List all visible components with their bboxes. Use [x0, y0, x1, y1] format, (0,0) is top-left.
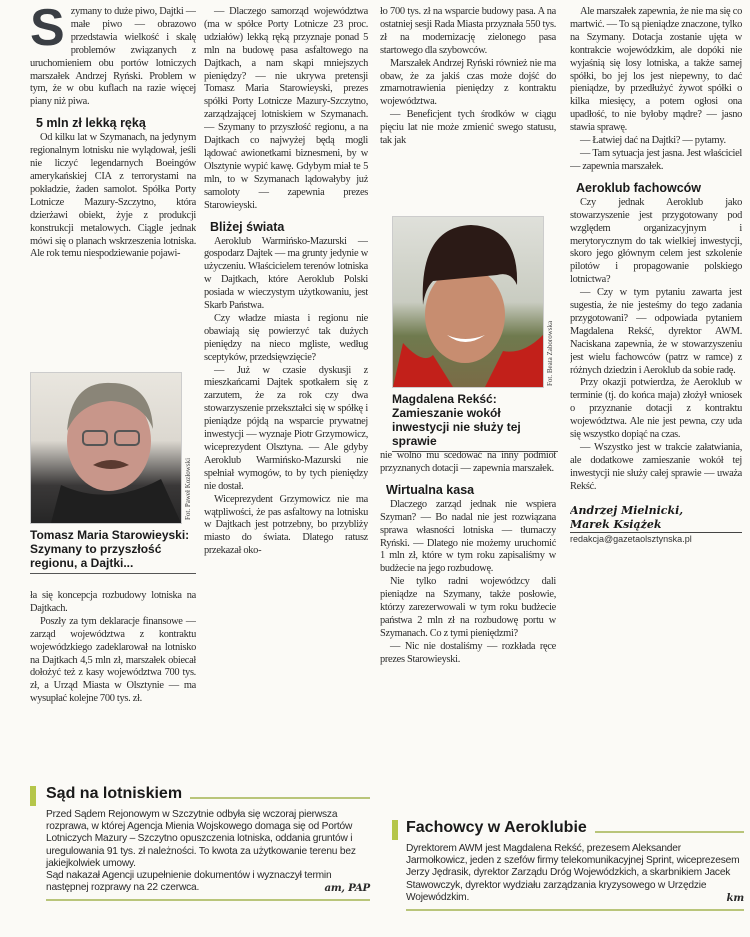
title-rule — [595, 831, 744, 833]
photo-credit: Fot. Paweł Kozłowski — [184, 457, 192, 520]
paragraph: Czy jednak Aeroklub jako stowarzyszenie jest przygotowany pod względem organizacyjnym i merytorycznym do tak wielkiej inwestycji, skoro jego głównym celem jest szkolenie pilotów i propagowanie polskiego lotnictwa? — [570, 196, 742, 286]
paragraph: — Beneficjent tych środków w ciągu pięciu lat nie może zmienić swego statusu, tak jak — [380, 109, 556, 147]
paragraph: Od kilku lat w Szymanach, na jedynym regionalnym lotnisku nie wylądował, jeśli nie liczyć legendarnych Boeingów amerykańskiej CIA z terrorystami na pokładzie, żaden samolot. Spółka Porty Lotnicze Mazury-Szczytno, która dzierżawi obiekt, żyje z produkcji konstrukcji metalowych. Ciągle jednak mówi się o planach wskrzeszenia lotniska. Ale rok temu niespodziewanie pojawi- — [30, 132, 196, 260]
article-lead — [30, 6, 196, 109]
author-name: Marek Książek — [570, 517, 662, 531]
subheading-aeroklub-fachowcow: Aeroklub fachowców — [576, 180, 702, 195]
column-4 — [570, 6, 742, 812]
box-title — [406, 818, 744, 838]
paragraph: nie wolno mu scedować na inny podmiot przyznanych dotacji — zapewnia marszałek. — [380, 450, 556, 474]
paragraph: Przy okazji potwierdza, że Aeroklub w terminie (tj. do końca maja) złożył wniosek o przyznanie dotacji z kontraktu województwa. Ale nie jest pewna, czy uda się wszystko dopiąć na czas. — [570, 377, 742, 441]
paragraph: Aeroklub Warmińsko-Mazurski — gospodarz Dajtek — ma grunty jedynie w użyczeniu. Właścicielem terenów lotniska w Dajtkach, które Aeroklub Polski posiada w wieczystym użytkowaniu, jest Skarb Państwa. — [204, 235, 368, 312]
box-bottom-rule — [406, 909, 744, 911]
box-accent-bar — [392, 820, 398, 840]
box-accent-bar — [30, 786, 36, 806]
paragraph: Marszałek Andrzej Ryński również nie ma obaw, że za jakiś czas może dojść do zmarnotrawienia pieniędzy z kontraktu województwa. — [380, 57, 556, 108]
paragraph: — Nic nie dostaliśmy — rozkłada ręce prezes Starowieyski. — [380, 640, 556, 665]
sidebar-box-fachowcy — [392, 818, 744, 911]
subheading-wirtualna-kasa: Wirtualna kasa — [386, 482, 475, 497]
paragraph: — Tam sytuacja jest jasna. Jest właściciel — zapewnia marszałek. — [570, 147, 742, 172]
paragraph: Czy władze miasta i regionu nie obawiają się powierzyć tak dużych pieniędzy na nieco mgliste, według sceptyków, przedsięwzięcie? — [204, 312, 368, 363]
box-title-text: Fachowcy w Aeroklubie — [406, 819, 587, 836]
paragraph: — Już w czasie dyskusji z mieszkańcami Dajtek spotkałem się z zarzutem, że za rok czy dwa stowarzyszenie przekształci się w spółkę i pieniądze pójdą na wsparcie prywatnej inwestycji — wyznaje Piotr Grzymowicz, wiceprezydent Olsztyna. — Ale gdyby Aeroklub Warmińsko-Mazurski nie spełniał wymogów, to by tych pieniędzy nie dostał. — [204, 364, 368, 492]
paragraph: ło 700 tys. zł na wsparcie budowy pasa. A na ostatniej sesji Rada Miasta przyznała 550 tys. zł na modernizację zielonego pasa startowego dla szybowców. — [380, 6, 556, 56]
photo-reksc — [392, 216, 544, 388]
photo-credit: Fot. Beata Zaborowska — [546, 320, 554, 386]
author-email[interactable]: redakcja@gazetaolsztynska.pl — [570, 532, 742, 545]
paragraph: — Dlaczego samorząd województwa (ma w spółce Porty Lotnicze 23 proc. udziałów) lekką ręką przyznaje ponad 5 mln na budowę pasa asfaltowego na Dajtkach, a nam skąpi mniejszych pieniędzy? — nie ukrywa pretensji Tomasz Maria Starowieyski, prezes spółki Porty Lotnicze Mazury-Szczytno, zarządzającej lotniskiem w Szymanach. — Szymany to przyszłość regionu, a na Dajtkach co najwyżej będą mogli lądować awionetkami biznesmeni, by w Olsztynie wypić kawę. Gdybym miał te 5 mln, to w Szymanach lądowałyby już samoloty — zapewnia prezes Starowieyski. — [204, 6, 368, 211]
paragraph: Ale marszałek zapewnia, że nie ma się co martwić. — To są pieniądze znaczone, tylko na Szymany. Dotacja zostanie ujęta w kontrakcie wojewódzkim, ale dopóki nie wyjaśnią się losy lotniska, a także samej spółki, bo jej los jest niepewny, to dać pieniądze, by przedłużyć żywot spółki o kilka miesięcy, a potem ogłosi ona upadłość, to nie byłoby mądre? — jasno stawia sprawę. — [570, 6, 742, 134]
box-paragraph: Przed Sądem Rejonowym w Szczytnie odbyła się wczoraj pierwsza rozprawa, w której Agencja Mienia Wojskowego domaga się od Portów Lotniczych Mazury – Szczytno opuszczenia lotniska, oddania gruntów i uregulowania 91 tys. zł należności. To kwota za użytkowanie terenu bez jakiejkolwiek umowy. — [46, 809, 356, 869]
paragraph: — Łatwiej dać na Dajtki? — pytamy. — [580, 135, 726, 147]
sidebar-box-sad — [30, 784, 370, 901]
photo-caption: Tomasz Maria Starowieyski: Szymany to przyszłość regionu, a Dajtki... — [30, 528, 196, 574]
column-2 — [204, 6, 368, 776]
subheading-5mln: 5 mln zł lekką ręką — [36, 116, 146, 131]
column-1-continued — [30, 590, 196, 770]
column-3-continued — [380, 450, 556, 800]
box-title — [46, 784, 370, 804]
paragraph: ła się koncepcja rozbudowy lotniska na Dajtkach. — [30, 590, 196, 614]
box-signature: km — [726, 891, 744, 904]
paragraph: Poszły za tym deklaracje finansowe — zarząd województwa z kontraktu wojewódzkiego zadeklarował na lotnisko na Dajtkach 4,5 mln zł, marszałek obiecał dołożyć też z kasy województwa 700 tys. zł, a Urząd Miasta w Olsztynie — ma wysupłać kolejne 700 tys. zł. — [30, 615, 196, 705]
author-name: Andrzej Mielnicki, — [570, 503, 684, 517]
subheading-blizej-swiata: Bliżej świata — [210, 219, 285, 234]
column-1 — [30, 6, 196, 366]
box-paragraph — [46, 870, 370, 894]
paragraph: — Czy w tym pytaniu zawarta jest sugestia, że nie jesteśmy do tego zadania przygotowani? — odpowiada pytaniem Magdalena Rekść, dyrektor AWM. Naciskana zapewnia, że w stowarzyszeniu jest wielu fachowców (patrz w ramce) z różnych dziedzin i Aeroklub da sobie radę. — [570, 287, 742, 376]
photo-starowieyski — [30, 372, 182, 524]
drop-cap: S — [30, 6, 65, 57]
box-text — [406, 843, 744, 904]
photo-caption: Magdalena Rekść: Zamieszanie wokół inwestycji nie służy tej sprawie — [392, 392, 558, 452]
paragraph: — Wszystko jest w trakcie załatwiania, ale dodatkowe zamieszanie wokół tej inwestycji nie służy całej sprawie — uważa Rekść. — [570, 442, 742, 492]
box-text — [46, 809, 370, 894]
paragraph: Dlaczego zarząd jednak nie wspiera Szyman? — Bo nadal nie jest rozwiązana sprawa własności lotniska — tłumaczy Ryński. — Dlatego nie możemy uruchomić 1 mln zł, które w tym roku zapisaliśmy w budżecie na jego rozbudowę. — [380, 498, 556, 575]
paragraph: Nie tylko radni wojewódzcy dali pieniądze na Szymany, także posłowie, którzy zarezerwowali w tym roku budżecie państwa 2 mln zł na rozbudowę portu w Szymanach. Co z tymi pieniędzmi? — [380, 576, 556, 639]
box-title-text: Sąd na lotniskiem — [46, 785, 183, 802]
lead-paragraph: zymany to duże piwo, Dajtki — małe piwo — obrazowo przedstawia wielkość i skalę problemów związanych z uruchomieniem obu portów lotniczych marszałek Andrzej Ryński. Problem w tym, że w obu kuflach na razie więcej piany niż piwa. — [30, 6, 196, 108]
column-3 — [380, 6, 556, 212]
box-paragraph: Dyrektorem AWM jest Magdalena Rekść, prezesem Aleksander Jarmołkowicz, jeden z szefów firmy telekomunikacyjnej Sprint, wiceprezesem Jerzy Jędrasik, dyrektor Zarządu Dróg Wojewódzkich, a skarbnikiem Jacek Stawowczyk, dyrektor wydziału zarządzania kryzysowego w Urzędzie Wojewódzkim. — [406, 843, 740, 903]
paragraph: Wiceprezydent Grzymowicz nie ma wątpliwości, że pas asfaltowy na lotnisku w Dajtkach jest potrzebny, bo przybliży miasto do świata. Dlatego ratusz przekazał oko- — [204, 493, 368, 557]
portrait-man-icon — [31, 373, 181, 523]
title-rule — [190, 797, 370, 799]
box-signature: am, PAP — [324, 882, 370, 895]
box-bottom-rule — [46, 899, 370, 901]
box-paragraph-text: Sąd nakazał Agencji uzupełnienie dokumentów i wyznaczył termin następnej rozprawy na 22 czerwca. — [46, 870, 332, 894]
byline — [570, 504, 742, 545]
portrait-woman-icon — [393, 217, 543, 387]
